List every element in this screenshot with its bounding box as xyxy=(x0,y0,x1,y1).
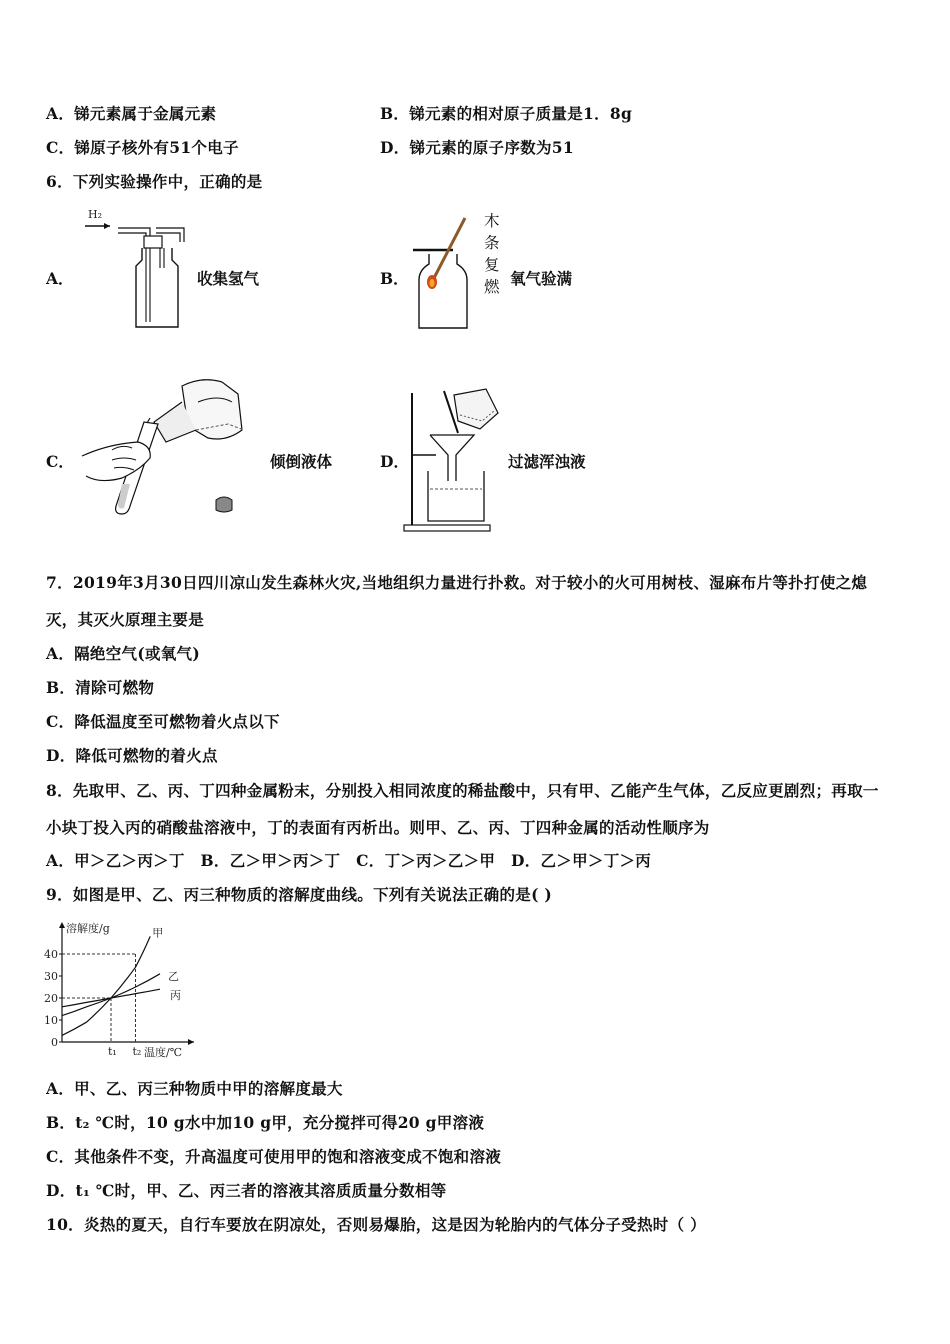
q6-d-letter: D． xyxy=(380,452,409,471)
filtration-diagram xyxy=(400,385,510,535)
q7-stem-line1: 7．2019年3月30日四川凉山发生森林火灾,当地组织力量进行扑救。对于较小的火可用树枝、湿麻布片等扑打使之熄 xyxy=(46,573,868,592)
series-label-丙: 丙 xyxy=(170,989,181,1003)
gas-bottle-diagram xyxy=(80,200,200,335)
x-tick-label: t₂ xyxy=(132,1045,142,1058)
q6-c-letter: C． xyxy=(46,452,74,471)
series-label-甲: 甲 xyxy=(152,926,164,940)
y-axis-label: 溶解度/g xyxy=(66,922,110,935)
x-tick-label: t₁ xyxy=(108,1045,117,1058)
q5-option-b: B．锑元素的相对原子质量是1．8g xyxy=(380,104,633,123)
q9-option-c: C．其他条件不变，升高温度可使用甲的饱和溶液变成不饱和溶液 xyxy=(46,1147,502,1166)
q8-stem-line1: 8．先取甲、乙、丙、丁四种金属粉末，分别投入相同浓度的稀盐酸中，只有甲、乙能产生气体，乙反应更剧烈；再取一 xyxy=(46,781,879,800)
q5-option-c: C．锑原子核外有51个电子 xyxy=(46,138,239,157)
q7-option-b: B．清除可燃物 xyxy=(46,678,155,697)
q5-option-d: D．锑元素的原子序数为51 xyxy=(380,138,574,157)
q6-stem: 6．下列实验操作中，正确的是 xyxy=(46,172,263,191)
y-tick-label: 20 xyxy=(44,992,58,1005)
q10-stem: 10．炎热的夏天，自行车要放在阴凉处，否则易爆胎，这是因为轮胎内的气体分子受热时（ ） xyxy=(46,1215,706,1234)
y-tick-label: 10 xyxy=(44,1014,58,1027)
q8-options: A．甲＞乙＞丙＞丁 B．乙＞甲＞丙＞丁 C．丁＞丙＞乙＞甲 D．乙＞甲＞丁＞丙 xyxy=(46,851,652,870)
h2-label: H₂ xyxy=(88,208,103,221)
q6-d-label: 过滤浑浊液 xyxy=(508,452,586,471)
q9-option-d: D．t₁ ℃时，甲、乙、丙三者的溶液其溶质质量分数相等 xyxy=(46,1181,447,1200)
q6-a-letter: A． xyxy=(46,269,74,288)
q6-b-label: 氧气验满 xyxy=(510,269,573,288)
q7-option-d: D．降低可燃物的着火点 xyxy=(46,746,218,765)
q6-b-letter: B． xyxy=(380,269,409,288)
q6-a-label: 收集氢气 xyxy=(197,269,260,288)
y-tick-label: 0 xyxy=(51,1036,58,1049)
series-label-乙: 乙 xyxy=(168,969,179,983)
q8-stem-line2: 小块丁投入丙的硝酸盐溶液中，丁的表面有丙析出。则甲、乙、丙、丁四种金属的活动性顺序为 xyxy=(46,818,710,837)
x-axis-label: 温度/℃ xyxy=(144,1046,183,1059)
q6-b-note: 木 条 复 燃 xyxy=(484,212,500,296)
pouring-liquid-diagram xyxy=(78,372,258,520)
q5-option-a: A．锑元素属于金属元素 xyxy=(46,104,217,123)
y-tick-label: 40 xyxy=(44,948,58,961)
q9-option-a: A．甲、乙、丙三种物质中甲的溶解度最大 xyxy=(46,1079,343,1098)
q7-option-c: C．降低温度至可燃物着火点以下 xyxy=(46,712,280,731)
solubility-chart xyxy=(44,918,204,1063)
q7-option-a: A．隔绝空气(或氧气) xyxy=(46,644,200,663)
q9-stem: 9．如图是甲、乙、丙三种物质的溶解度曲线。下列有关说法正确的是( ) xyxy=(46,885,553,904)
q9-option-b: B．t₂ ℃时，10 g水中加10 g甲，充分搅拌可得20 g甲溶液 xyxy=(46,1113,485,1132)
q6-c-label: 倾倒液体 xyxy=(270,452,333,471)
q7-stem-line2: 灭，其灭火原理主要是 xyxy=(46,610,205,629)
y-tick-label: 30 xyxy=(44,970,58,983)
